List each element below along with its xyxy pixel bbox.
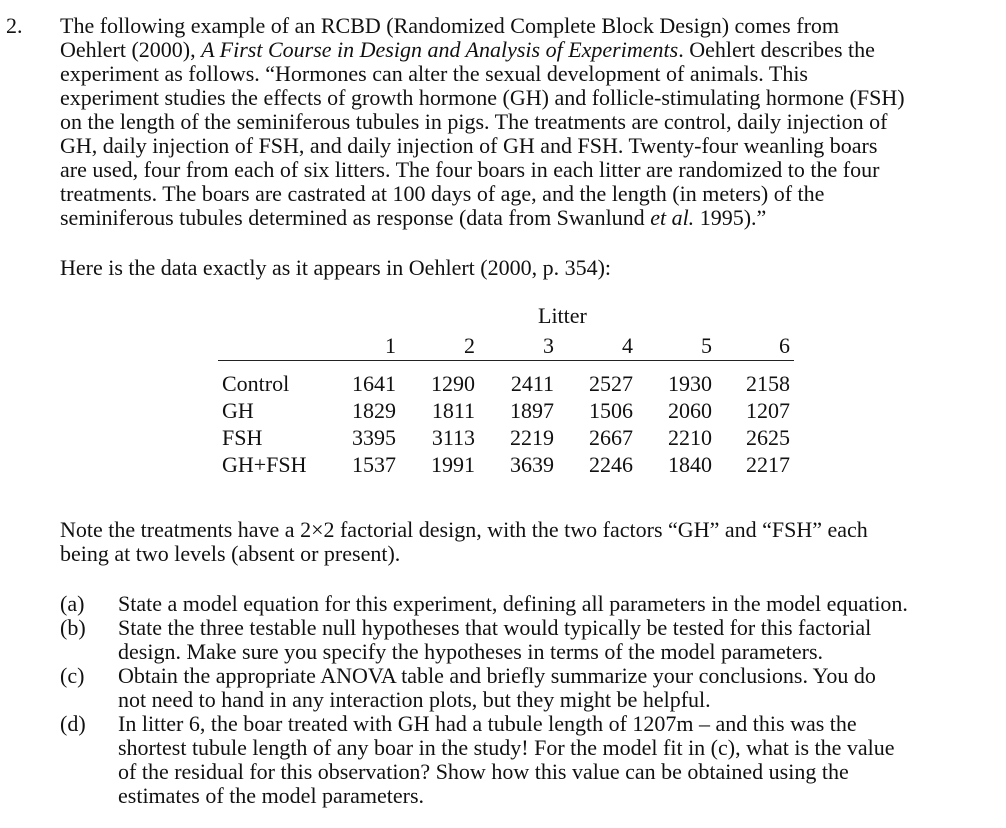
column-header: 5: [701, 333, 712, 358]
table-row: [218, 424, 794, 451]
table-cell: 1641: [352, 371, 396, 396]
data-intro: [60, 256, 990, 280]
part-d: [60, 712, 990, 808]
table-body: [218, 370, 794, 478]
intro-text: Oehlert (2000),: [60, 37, 202, 62]
column-header: 6: [779, 333, 790, 358]
table-title: Litter: [538, 303, 587, 328]
table-cell: 2158: [746, 371, 790, 396]
intro-line: are used, four from each of six litters. The four boars in each litter are randomized to the four: [60, 157, 880, 182]
intro-paragraph: [60, 14, 990, 230]
part-c: [60, 664, 990, 712]
part-text: estimates of the model parameters.: [118, 783, 425, 808]
table-cell: 1537: [352, 452, 396, 477]
intro-line: [60, 206, 990, 230]
question-parts: [60, 592, 990, 808]
table-cell: 3113: [431, 425, 475, 450]
table-cell: 2527: [589, 371, 633, 396]
table-cell: 1207: [746, 398, 790, 423]
row-label: GH: [222, 398, 254, 423]
table-cell: 2246: [589, 452, 633, 477]
part-label: (d): [60, 711, 86, 736]
part-text: Obtain the appropriate ANOVA table and briefly summarize your conclusions. You do: [118, 663, 876, 688]
et-al: et al.: [650, 205, 695, 230]
table-cell: 2217: [746, 452, 790, 477]
table-row: [218, 397, 794, 424]
table-cell: 1991: [431, 452, 475, 477]
intro-text: seminiferous tubules determined as response (data from Swanlund: [60, 205, 651, 230]
note-line: being at two levels (absent or present).: [60, 541, 401, 566]
note-line: Note the treatments have a 2×2 factorial design, with the two factors “GH” and “FSH” each: [60, 517, 868, 542]
table-cell: 1290: [431, 371, 475, 396]
data-intro-text: Here is the data exactly as it appears in Oehlert (2000, p. 354):: [60, 255, 612, 280]
part-label: (b): [60, 615, 86, 640]
table-cell: 2210: [668, 425, 712, 450]
part-b: [60, 616, 990, 664]
row-label: FSH: [222, 425, 263, 450]
table-cell: 1811: [431, 398, 475, 423]
table-cell: 2219: [510, 425, 554, 450]
intro-text: 1995).”: [694, 205, 767, 230]
part-text: of the residual for this observation? Show how this value can be obtained using the: [118, 759, 849, 784]
table-cell: 1897: [510, 398, 554, 423]
table-cell: 2667: [589, 425, 633, 450]
table-cell: 1829: [352, 398, 396, 423]
table-cell: 1506: [589, 398, 633, 423]
book-title: A First Course in Design and Analysis of Experiments: [201, 37, 679, 62]
question-number: 2.: [6, 13, 23, 38]
column-header: 1: [385, 333, 396, 358]
part-text: not need to hand in any interaction plots, but they might be helpful.: [118, 687, 711, 712]
table-cell: 1840: [668, 452, 712, 477]
table-cell: 2411: [510, 371, 554, 396]
intro-line: experiment studies the effects of growth hormone (GH) and follicle-stimulating hormone (FSH): [60, 85, 905, 110]
intro-line: experiment as follows. “Hormones can alter the sexual development of animals. This: [60, 61, 808, 86]
table-cell: 2625: [746, 425, 790, 450]
part-label: (c): [60, 663, 85, 688]
part-text: State a model equation for this experiment, defining all parameters in the model equation.: [118, 591, 908, 616]
row-label: Control: [222, 371, 290, 396]
note-paragraph: [60, 518, 990, 566]
table-cell: 3395: [352, 425, 396, 450]
intro-line: [60, 38, 990, 62]
intro-line: treatments. The boars are castrated at 100 days of age, and the length (in meters) of the: [60, 181, 825, 206]
intro-line: GH, daily injection of FSH, and daily injection of GH and FSH. Twenty-four weanling boars: [60, 133, 878, 158]
part-text: In litter 6, the boar treated with GH had a tubule length of 1207m – and this was the: [118, 711, 857, 736]
part-text: State the three testable null hypotheses that would typically be tested for this factorial: [118, 615, 872, 640]
table-cell: 3639: [510, 452, 554, 477]
part-label: (a): [60, 591, 85, 616]
column-header: 4: [622, 333, 633, 358]
intro-line: The following example of an RCBD (Randomized Complete Block Design) comes from: [60, 13, 840, 38]
row-label: GH+FSH: [222, 452, 307, 477]
table-row: [218, 370, 794, 397]
table-cell: 1930: [668, 371, 712, 396]
part-text: shortest tubule length of any boar in the study! For the model fit in (c), what is the value: [118, 735, 895, 760]
table-header-row: [218, 334, 794, 361]
column-header: 3: [543, 333, 554, 358]
column-header: 2: [464, 333, 475, 358]
table-cell: 2060: [668, 398, 712, 423]
table-row: [218, 451, 794, 478]
part-a: [60, 592, 990, 616]
part-text: design. Make sure you specify the hypotheses in terms of the model parameters.: [118, 639, 824, 664]
intro-text: . Oehlert describes the: [678, 37, 875, 62]
intro-line: on the length of the seminiferous tubules in pigs. The treatments are control, daily injection of: [60, 109, 888, 134]
